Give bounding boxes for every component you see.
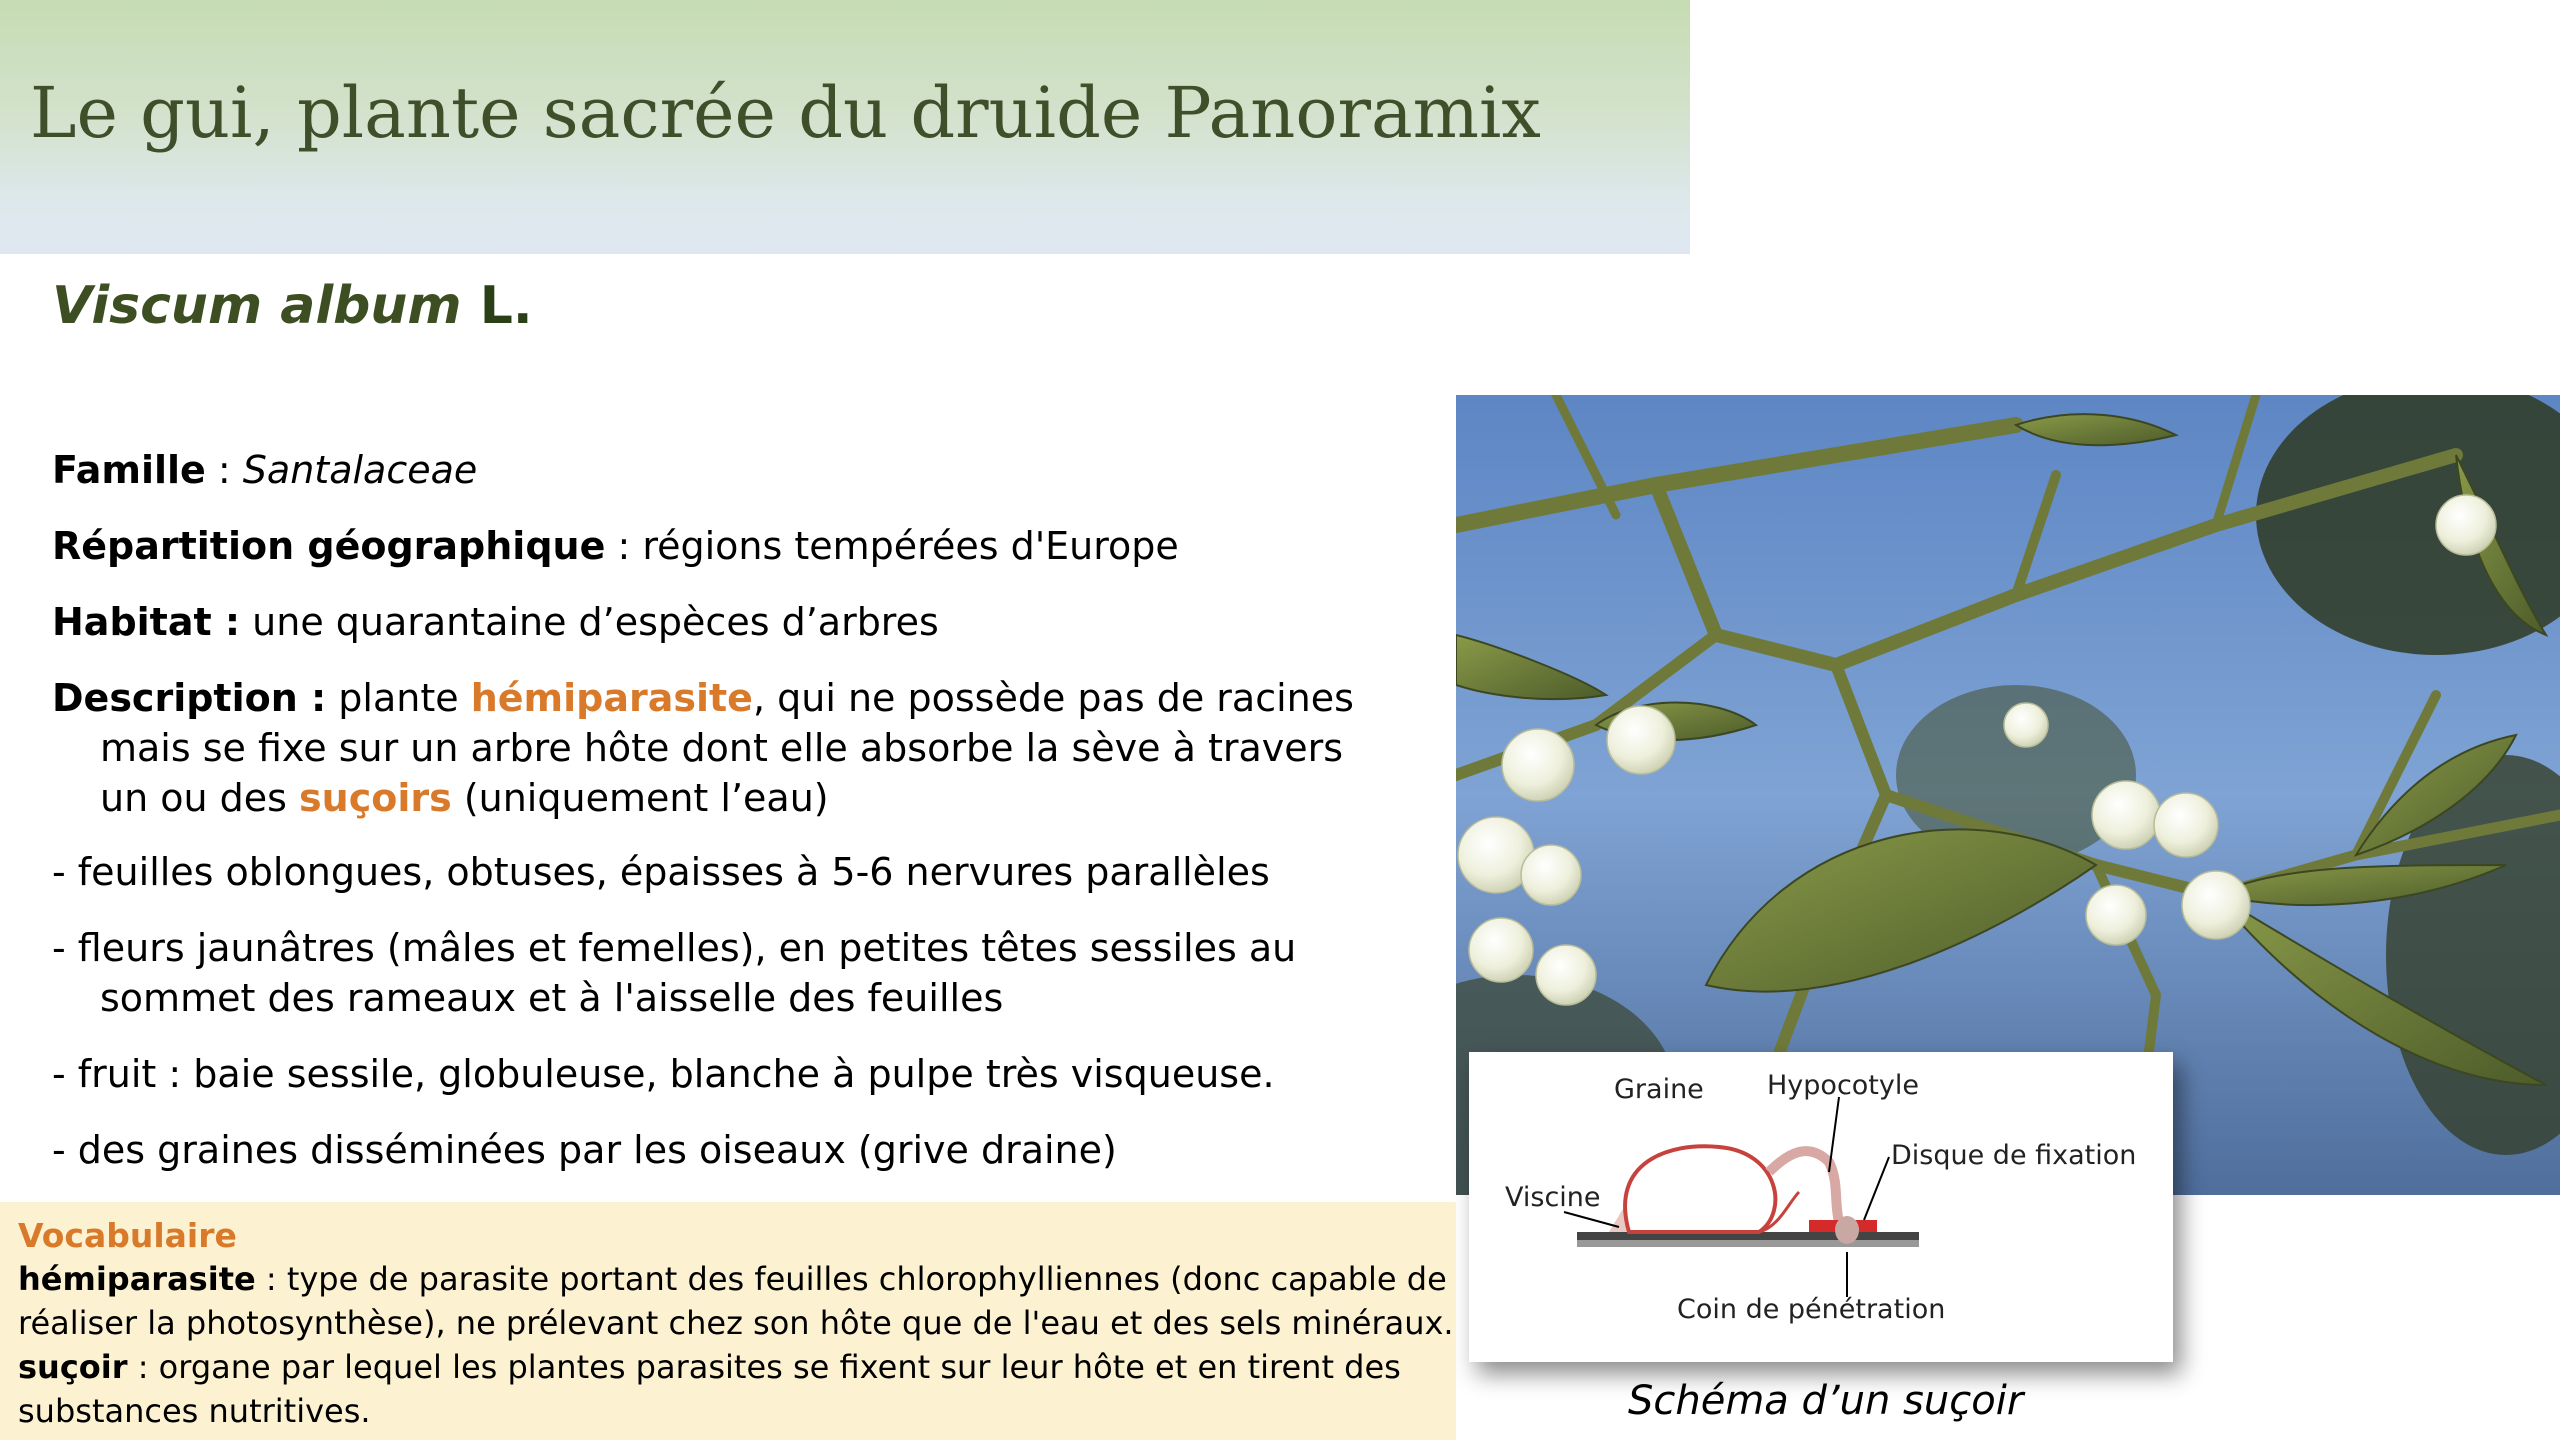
bullet-graines: - des graines disséminées par les oiseaux (grive draine) xyxy=(52,1128,1117,1172)
fact-repartition xyxy=(52,521,1179,571)
bullet-fleurs-line1: - fleurs jaunâtres (mâles et femelles), en petites têtes sessiles au xyxy=(52,926,1297,970)
species-name: Viscum album xyxy=(52,276,462,336)
fact-famille xyxy=(52,445,477,495)
title-banner xyxy=(0,0,1690,254)
repartition-value: : régions tempérées d'Europe xyxy=(605,524,1179,568)
fact-description-line3 xyxy=(100,773,829,823)
keyword-hemiparasite: hémiparasite xyxy=(470,676,753,720)
schema-label-disque: Disque de fixation xyxy=(1891,1140,2137,1171)
description-text: un ou des xyxy=(100,776,300,820)
description-label: Description : xyxy=(52,676,327,720)
habitat-label: Habitat : xyxy=(52,600,241,644)
vocab-def2-line2: substances nutritives. xyxy=(18,1392,371,1430)
vocab-term-hemiparasite: hémiparasite xyxy=(18,1260,256,1298)
bullet-fruit: - fruit : baie sessile, globuleuse, blanche à pulpe très visqueuse. xyxy=(52,1052,1275,1096)
vocab-def2-line1 xyxy=(18,1348,1401,1386)
repartition-label: Répartition géographique xyxy=(52,524,606,568)
famille-label: Famille xyxy=(52,448,206,492)
description-text: plante xyxy=(326,676,471,720)
vocab-definition: : type de parasite portant des feuilles chlorophylliennes (donc capable de xyxy=(255,1260,1447,1298)
species-heading xyxy=(52,276,533,336)
bullet-fleurs-line2: sommet des rameaux et à l'aisselle des feuilles xyxy=(100,976,1004,1020)
vocab-definition: : organe par lequel les plantes parasites se fixent sur leur hôte et en tirent des xyxy=(127,1348,1401,1386)
habitat-value: une quarantaine d’espèces d’arbres xyxy=(240,600,939,644)
haustorium-schema xyxy=(1469,1052,2173,1362)
schema-label-graine: Graine xyxy=(1614,1074,1704,1105)
schema-label-viscine: Viscine xyxy=(1505,1182,1601,1213)
slide-title: Le gui, plante sacrée du druide Panoramix xyxy=(30,72,1541,154)
bullet-feuilles: - feuilles oblongues, obtuses, épaisses à 5-6 nervures parallèles xyxy=(52,850,1270,894)
schema-caption: Schéma d’un suçoir xyxy=(1628,1378,2024,1424)
vocab-term-sucoir: suçoir xyxy=(18,1348,128,1386)
vocabulary-title: Vocabulaire xyxy=(18,1216,237,1255)
vocab-def1-line1 xyxy=(18,1260,1447,1298)
schema-label-hypocotyle: Hypocotyle xyxy=(1767,1070,1919,1101)
fact-description-line2: mais se fixe sur un arbre hôte dont elle absorbe la sève à travers xyxy=(100,726,1344,770)
vocab-def1-line2: réaliser la photosynthèse), ne prélevant chez son hôte que de l'eau et des sels minéraux. xyxy=(18,1304,1454,1342)
species-author: L. xyxy=(479,276,533,336)
description-text: , qui ne possède pas de racines xyxy=(752,676,1354,720)
schema-label-coin: Coin de pénétration xyxy=(1677,1294,1946,1325)
description-text: (uniquement l’eau) xyxy=(451,776,829,820)
famille-sep: : xyxy=(205,448,243,492)
fact-habitat xyxy=(52,597,939,647)
vocabulary-box xyxy=(0,1202,1456,1440)
famille-value: Santalaceae xyxy=(242,448,478,492)
keyword-sucoirs: suçoirs xyxy=(299,776,452,820)
fact-description-line1 xyxy=(52,673,1354,723)
